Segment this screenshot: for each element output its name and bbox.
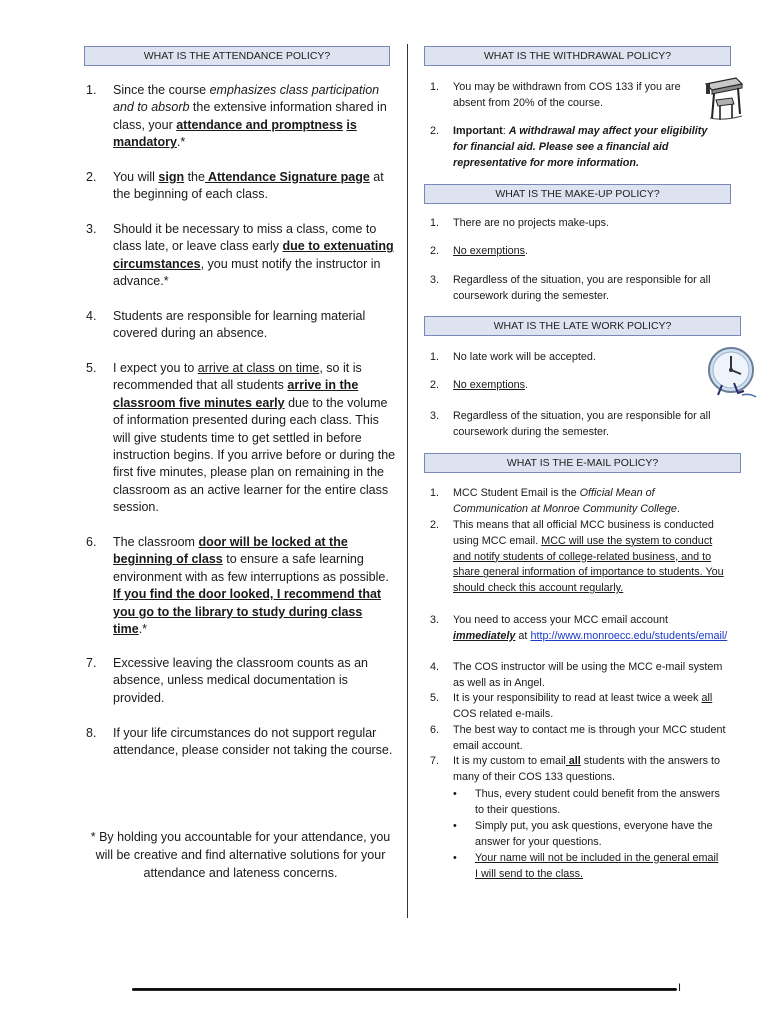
makeup-item-2: 2. No exemptions.	[430, 245, 529, 257]
withdrawal-item-1: 1. You may be withdrawn from COS 133 if you are absent from 20% of the course.	[430, 81, 681, 109]
attendance-item-8: 8. If your life circumstances do not support regular attendance, please consider not taking the course.	[86, 726, 393, 758]
email-item-2: 2. This means that all official MCC business is conducted using MCC email. MCC will use the system to conduct and notify students of college-related business, and to share general information of importance to students. You should check this account regularly.	[430, 519, 724, 595]
email-item-1: 1. MCC Student Email is the Official Mean of Communication at Monroe Community College.	[430, 487, 680, 515]
email-bullet-3: • Your name will not be included in the general email I will send to the class.	[453, 852, 719, 880]
email-bullet-2: • Simply put, you ask questions, everyone have the answer for your questions.	[453, 820, 713, 848]
school-desk-icon	[702, 74, 746, 122]
late-work-item-1: 1. No late work will be accepted.	[430, 351, 596, 363]
email-item-3: 3. You need to access your MCC email account immediately at http://www.monroecc.edu/students/email/	[430, 614, 728, 642]
makeup-item-3: 3. Regardless of the situation, you are responsible for all coursework during the semester.	[430, 274, 711, 302]
attendance-item-5: 5. I expect you to arrive at class on time, so it is recommended that all students arrive in the classroom five minutes early due to the volume of information presented during each class. This will give students time to get settled in before instruction begins. If you arrive before or during the first five minutes, please plan on remaining in the classroom as an active learner for the entire class session.	[86, 361, 396, 515]
late-work-item-2: 2. No exemptions.	[430, 379, 529, 391]
withdrawal-item-2: 2. Important: A withdrawal may affect your eligibility for financial aid. Please see a financial aid representative for more information.	[430, 125, 708, 169]
attendance-item-7: 7. Excessive leaving the classroom counts as an absence, unless medical documentation is provided.	[86, 656, 368, 705]
email-item-4: 4. The COS instructor will be using the MCC e-mail system as well as in Angel.	[430, 661, 723, 689]
email-portal-link[interactable]: http://www.monroecc.edu/students/email/	[530, 629, 728, 642]
email-item-6: 6. The best way to contact me is through your MCC student email account.	[430, 724, 726, 752]
withdrawal-policy-header: WHAT IS THE WITHDRAWAL POLICY?	[424, 46, 731, 66]
late-work-item-3: 3. Regardless of the situation, you are responsible for all coursework during the semester.	[430, 410, 711, 438]
attendance-policy-header: WHAT IS THE ATTENDANCE POLICY?	[84, 46, 390, 66]
email-policy-header: WHAT IS THE E-MAIL POLICY?	[424, 453, 741, 473]
attendance-item-4: 4. Students are responsible for learning material covered during an absence.	[86, 309, 366, 341]
email-item-7: 7. It is my custom to email all students with the answers to many of their COS 133 questions.	[430, 755, 721, 783]
late-work-policy-header: WHAT IS THE LATE WORK POLICY?	[424, 316, 741, 336]
makeup-policy-header: WHAT IS THE MAKE-UP POLICY?	[424, 184, 731, 204]
attendance-item-2: 2. You will sign the Attendance Signature page at the beginning of each class.	[86, 170, 384, 202]
page-number: I	[678, 982, 682, 994]
footer-rule	[132, 988, 677, 991]
column-divider	[407, 44, 408, 918]
clock-icon	[704, 345, 760, 401]
attendance-item-1: 1. Since the course emphasizes class participation and to absorb the extensive information shared in class, your attendance and promptness is mandatory.*	[86, 83, 387, 150]
attendance-footnote: * By holding you accountable for your attendance, you will be creative and find alternative solutions for your attendance and lateness concerns.	[90, 830, 391, 880]
attendance-item-6: 6. The classroom door will be locked at the beginning of class to ensure a safe learning environment with as few interruptions as possible. If you find the door looked, I recommend that you go to the library to study during class time.*	[86, 535, 389, 637]
email-bullet-1: • Thus, every student could benefit from the answers to their questions.	[453, 788, 720, 816]
attendance-item-3: 3. Should it be necessary to miss a class, come to class late, or leave class early due to extenuating circumstances, you must notify the instructor in advance.*	[86, 222, 394, 289]
makeup-item-1: 1. There are no projects make-ups.	[430, 217, 610, 229]
email-item-5: 5. It is your responsibility to read at least twice a week all COS related e-mails.	[430, 692, 713, 720]
